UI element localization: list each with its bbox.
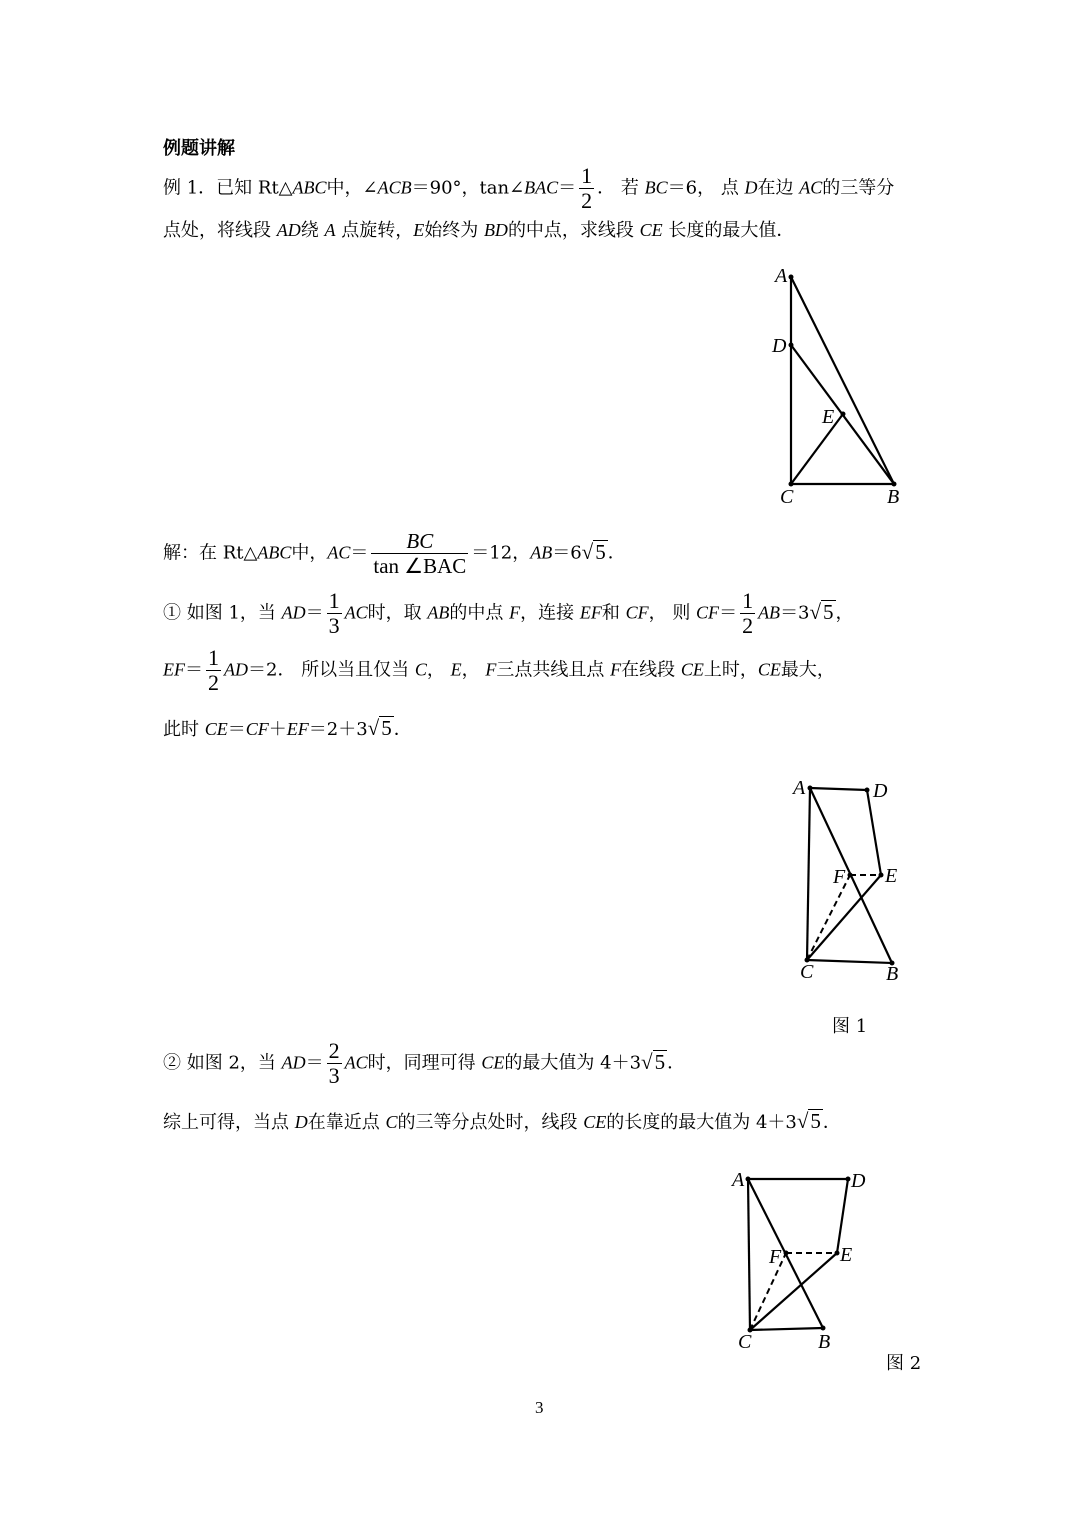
fraction-numerator: 1 <box>328 588 340 613</box>
case1-line-2 <box>163 646 835 695</box>
math-var: AD <box>224 659 248 680</box>
text: 点旋转， <box>335 220 414 241</box>
text: 在线段 <box>621 659 681 681</box>
text: ＝6 <box>552 542 582 564</box>
math-var: AD <box>276 220 301 240</box>
text: ，连接 <box>520 602 580 624</box>
text: ． <box>607 542 626 564</box>
math-var: EF <box>286 719 309 739</box>
label-b: B <box>886 963 899 985</box>
math-var: E <box>450 659 462 680</box>
radicand: 5 <box>595 539 606 564</box>
text: 时，取 <box>367 602 428 624</box>
math-var: AC <box>799 177 823 198</box>
math-var: C <box>385 1112 398 1132</box>
math-var: AD <box>281 1052 306 1073</box>
label-c: C <box>738 1331 752 1353</box>
text: 和 <box>601 602 626 624</box>
text: 的中点 <box>449 602 510 624</box>
math-var: AC <box>344 602 368 623</box>
fraction <box>327 1039 342 1088</box>
text: ， <box>426 659 451 681</box>
page-number: 3 <box>535 1398 544 1417</box>
text: 三点共线且点 <box>496 659 611 681</box>
text: 中，∠ <box>326 177 378 199</box>
text: ＝ <box>227 719 246 740</box>
fraction <box>371 529 468 578</box>
math-var: CF <box>625 602 649 623</box>
math-var: F <box>485 659 497 680</box>
text: 的中点，求线段 <box>507 220 640 241</box>
fraction-denominator: 2 <box>208 670 219 695</box>
label-a: A <box>793 777 806 799</box>
fraction <box>740 589 755 638</box>
math-var: EF <box>579 602 602 623</box>
text: 始终为 <box>424 220 484 241</box>
label-d: D <box>873 780 888 802</box>
text: 上时， <box>703 659 758 681</box>
sqrt: √5 <box>796 1109 821 1133</box>
text: ＋ <box>268 719 287 740</box>
text: 时，同理可得 <box>367 1052 482 1074</box>
text: ＝2＋3 <box>308 719 368 740</box>
text: ， <box>461 659 486 681</box>
text: ＝ <box>305 1052 324 1074</box>
text: ＝90°，tan∠ <box>411 177 525 199</box>
radicand: 5 <box>381 716 392 740</box>
figure-1-caption: 图 1 <box>832 1016 868 1037</box>
math-var: ABC <box>292 177 327 198</box>
fraction-numerator: BC <box>371 529 468 554</box>
fraction-denominator: 2 <box>581 188 593 213</box>
text: ＝2． 所以当且仅当 <box>248 659 415 681</box>
math-var: A <box>324 220 336 240</box>
text: 的最大值为 4＋3 <box>504 1052 642 1074</box>
math-var: BD <box>483 220 508 240</box>
fraction <box>327 589 342 638</box>
fraction-denominator: tan ∠BAC <box>373 554 467 578</box>
text: ＝ <box>558 177 577 199</box>
text: ＝6， 点 <box>667 177 745 199</box>
text: 综上可得，当点 <box>163 1112 295 1133</box>
fraction <box>206 646 221 695</box>
text: 在边 <box>757 177 800 199</box>
conclusion-line <box>163 1109 841 1135</box>
math-var: ACB <box>377 177 412 198</box>
text: ＝12， <box>471 542 531 564</box>
text: ＝ <box>305 602 324 624</box>
sqrt: √5 <box>809 599 834 624</box>
fraction-denominator: 2 <box>742 613 754 638</box>
sqrt: √5 <box>581 539 606 564</box>
text: ① 如图 1，当 <box>163 602 282 624</box>
text: ． <box>393 719 412 740</box>
math-var: BAC <box>524 177 559 198</box>
radicand: 5 <box>654 1049 666 1074</box>
figure-2 <box>720 1160 880 1355</box>
text: 的三等分 <box>822 177 895 199</box>
text: 的三等分点处时，线段 <box>397 1112 584 1133</box>
text: 中， <box>291 542 328 564</box>
text: ② 如图 2，当 <box>163 1052 282 1074</box>
label-e: E <box>885 865 898 887</box>
sqrt: √5 <box>641 1049 666 1074</box>
fraction-denominator: 3 <box>328 1063 340 1088</box>
radicand: 5 <box>823 599 834 624</box>
case1-line-3 <box>163 716 412 742</box>
problem-line-2 <box>163 218 794 243</box>
math-var: EF <box>163 659 185 680</box>
fraction-numerator: 1 <box>742 588 754 613</box>
label-e: E <box>822 406 835 428</box>
case2-line-1 <box>163 1039 685 1088</box>
radicand: 5 <box>810 1109 821 1133</box>
math-var: CE <box>757 659 781 680</box>
math-var: D <box>744 177 758 198</box>
text: 长度的最大值． <box>662 220 795 241</box>
fraction-numerator: 1 <box>581 163 593 188</box>
math-var: AC <box>344 1052 368 1073</box>
text: 解：在 Rt△ <box>163 542 258 564</box>
section-heading: 例题讲解 <box>163 138 235 159</box>
label-a: A <box>775 265 788 287</box>
label-a: A <box>732 1169 745 1191</box>
fraction-numerator: 1 <box>208 645 219 670</box>
label-d: D <box>851 1170 866 1192</box>
math-var: C <box>414 659 427 680</box>
text: 点处，将线段 <box>163 220 277 241</box>
label-c: C <box>800 961 814 983</box>
figure-problem <box>760 260 920 510</box>
math-var: CE <box>639 220 663 240</box>
fraction <box>579 164 594 213</box>
math-var: F <box>509 602 521 623</box>
text: ． <box>667 1052 686 1074</box>
label-f: F <box>769 1246 782 1268</box>
text: ＝ <box>719 602 738 624</box>
text: 的长度的最大值为 4＋3 <box>606 1112 797 1133</box>
math-var: CF <box>696 602 720 623</box>
text: ＝3 <box>780 602 810 624</box>
figure-1 <box>780 770 920 985</box>
text: ． 若 <box>597 177 645 199</box>
text: ＝ <box>185 659 203 681</box>
math-var: AC <box>327 542 351 563</box>
solution-line-1 <box>163 529 626 578</box>
math-var: AB <box>758 602 781 623</box>
text: 在靠近点 <box>307 1112 386 1133</box>
math-var: E <box>413 220 425 240</box>
label-f: F <box>833 866 846 888</box>
label-e: E <box>840 1244 853 1266</box>
text: 最大， <box>780 659 835 681</box>
label-b: B <box>818 1331 831 1353</box>
math-var: CE <box>680 659 704 680</box>
math-var: AB <box>427 602 450 623</box>
math-var: CE <box>583 1112 607 1132</box>
text: 此时 <box>163 719 205 740</box>
text: 绕 <box>300 220 325 241</box>
math-var: BC <box>644 177 668 198</box>
label-d: D <box>772 335 787 357</box>
text: ， 则 <box>648 602 697 624</box>
math-var: ABC <box>257 542 292 563</box>
sqrt: √5 <box>367 716 392 740</box>
math-var: AD <box>281 602 306 623</box>
problem-line-1 <box>163 164 894 213</box>
math-var: F <box>610 659 622 680</box>
math-var: D <box>294 1112 308 1132</box>
label-b: B <box>887 486 900 508</box>
text: ＝ <box>350 542 369 564</box>
math-var: CF <box>245 719 269 739</box>
fraction-denominator: 3 <box>328 613 340 638</box>
case1-line-1 <box>163 589 854 638</box>
math-var: CE <box>481 1052 505 1073</box>
text: ． <box>822 1112 841 1133</box>
math-var: AB <box>530 542 553 563</box>
math-var: CE <box>204 719 228 739</box>
label-c: C <box>780 486 794 508</box>
fraction-numerator: 2 <box>328 1038 340 1063</box>
figure-2-caption: 图 2 <box>886 1353 922 1374</box>
text: ， <box>835 602 854 624</box>
text: 例 1．已知 Rt△ <box>163 177 293 199</box>
